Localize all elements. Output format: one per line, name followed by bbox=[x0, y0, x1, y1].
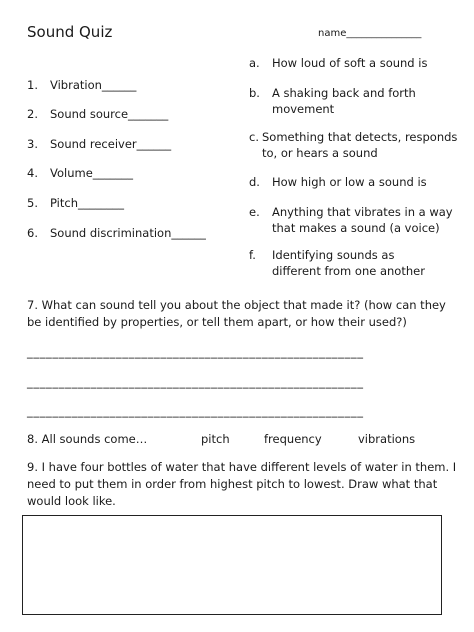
question-number: 5. bbox=[27, 196, 38, 210]
page-title: Sound Quiz bbox=[27, 23, 113, 41]
option-text: A shaking back and forth movement bbox=[272, 86, 416, 116]
choice-frequency[interactable]: frequency bbox=[264, 432, 322, 446]
question-8-prompt: 8. All sounds come… bbox=[27, 432, 148, 446]
drawing-answer-box[interactable] bbox=[22, 515, 442, 615]
option-text: Something that detects, responds to, or hears a sound bbox=[262, 130, 458, 160]
option-text: Identifying sounds as different from one another bbox=[272, 248, 425, 278]
option-text: How high or low a sound is bbox=[272, 175, 427, 189]
option-letter: f. bbox=[249, 248, 256, 262]
option-letter: a. bbox=[249, 56, 260, 70]
answer-line[interactable]: _____________________________________________________ bbox=[27, 404, 364, 418]
option-letter: e. bbox=[249, 205, 260, 219]
option-letter: c. bbox=[249, 130, 259, 144]
question-number: 3. bbox=[27, 137, 38, 151]
answer-line[interactable]: _____________________________________________________ bbox=[27, 345, 364, 359]
question-text: Sound source_______ bbox=[50, 107, 169, 121]
question-number: 6. bbox=[27, 226, 38, 240]
question-number: 2. bbox=[27, 107, 38, 121]
name-field[interactable]: name_______________ bbox=[318, 28, 422, 39]
question-text: Pitch________ bbox=[50, 196, 124, 210]
option-letter: b. bbox=[249, 86, 260, 100]
question-text: Sound receiver______ bbox=[50, 137, 172, 151]
option-text: How loud of soft a sound is bbox=[272, 56, 428, 70]
question-9-text: 9. I have four bottles of water that have different levels of water in them. I need to put them in order from highest pitch to lowest. Draw what that would look like. bbox=[27, 460, 457, 508]
question-number: 1. bbox=[27, 78, 38, 92]
answer-line[interactable]: _____________________________________________________ bbox=[27, 375, 364, 389]
choice-vibrations[interactable]: vibrations bbox=[358, 432, 416, 446]
option-letter: d. bbox=[249, 175, 260, 189]
question-text: Vibration______ bbox=[50, 78, 137, 92]
question-7-text: 7. What can sound tell you about the object that made it? (how can they be identified by properties, or tell them apart, or how their used?) bbox=[27, 298, 446, 329]
choice-pitch[interactable]: pitch bbox=[201, 432, 230, 446]
option-text: Anything that vibrates in a way that makes a sound (a voice) bbox=[272, 205, 453, 235]
question-text: Sound discrimination______ bbox=[50, 226, 206, 240]
question-number: 4. bbox=[27, 166, 38, 180]
question-text: Volume_______ bbox=[50, 166, 134, 180]
